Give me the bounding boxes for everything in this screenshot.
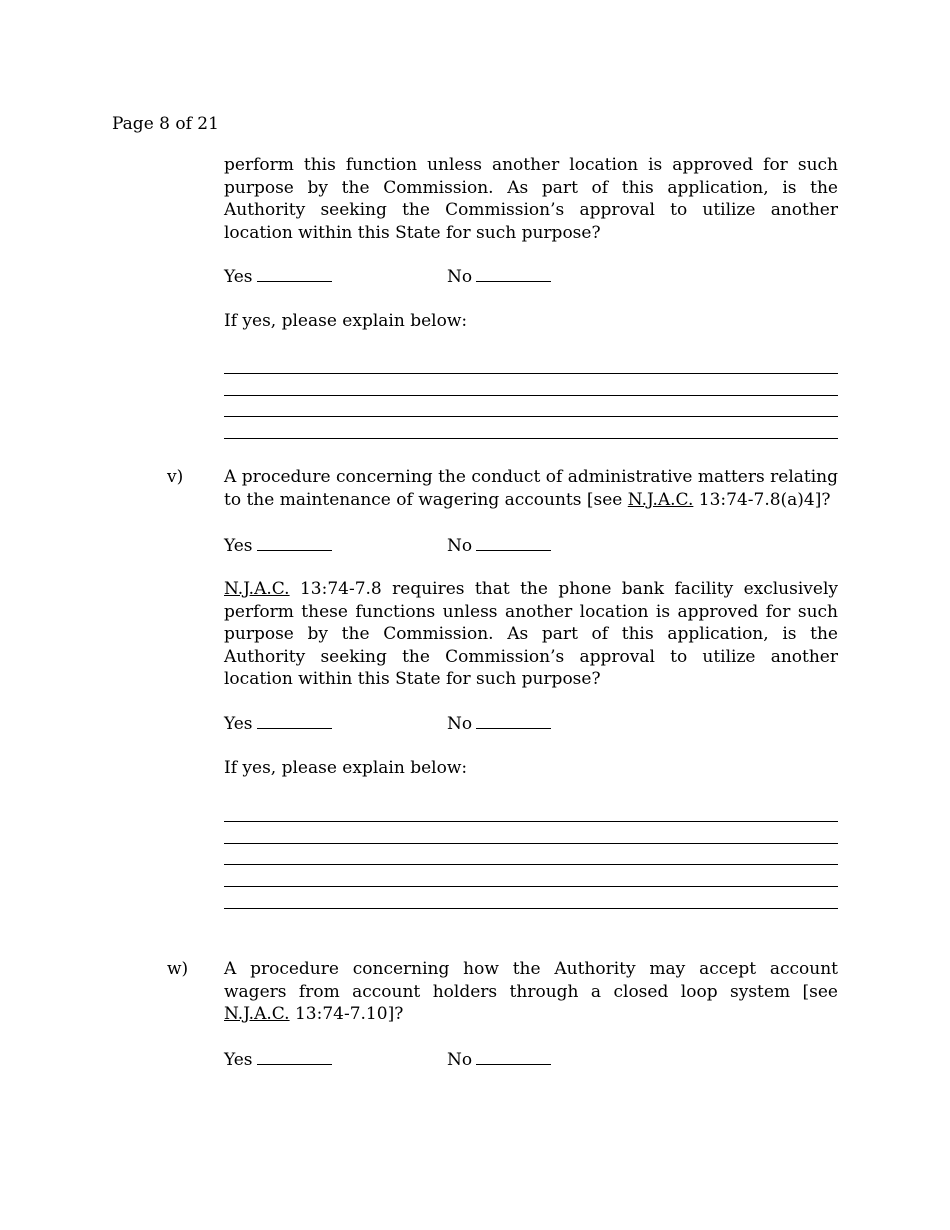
answer-line[interactable] [224, 844, 838, 866]
section-u-explain-lines[interactable] [224, 352, 838, 439]
yes-label: Yes [224, 267, 253, 287]
yes-label: Yes [224, 536, 253, 556]
answer-line[interactable] [224, 822, 838, 844]
yes-label: Yes [224, 714, 253, 734]
no-field[interactable] [447, 711, 551, 736]
section-v-note [224, 578, 838, 691]
section-u-explain-prompt: If yes, please explain below: [224, 311, 468, 331]
answer-line[interactable] [224, 865, 838, 887]
no-label: No [447, 536, 473, 556]
answer-line[interactable] [224, 352, 838, 374]
yes-blank[interactable] [257, 264, 332, 282]
answer-line[interactable] [224, 417, 838, 439]
section-w-text [224, 958, 838, 1026]
section-v-explain-prompt: If yes, please explain below: [224, 758, 468, 778]
section-v-yes-no [224, 533, 838, 557]
section-u-yes-no [224, 264, 838, 288]
yes-field[interactable] [224, 533, 332, 558]
section-w-citation: N.J.A.C. [224, 1004, 290, 1024]
answer-line[interactable] [224, 396, 838, 418]
section-u-continuation-text: perform this function unless another location is approved for such purpose by the Commission. As part of this application, is the Authority seeking the Commission’s approval to utilize another location within this State for such purpose? [224, 155, 838, 243]
section-v-note-text: 13:74-7.8 requires that the phone bank facility exclusively perform these functions unless another location is approved for such purpose by the Commission. As part of this application, is the Authority seeking the Commission’s approval to utilize another location within this State for such purpose? [224, 579, 838, 689]
section-w-text-after: 13:74-7.10]? [289, 1004, 404, 1024]
yes-blank[interactable] [257, 533, 332, 551]
no-label: No [447, 267, 473, 287]
section-v-note-citation: N.J.A.C. [224, 579, 290, 599]
section-v-text-before: A procedure concerning the conduct of administrative matters relating to the maintenance of wagering accounts [see [224, 467, 838, 510]
yes-label: Yes [224, 1050, 253, 1070]
no-field[interactable] [447, 264, 551, 289]
no-field[interactable] [447, 1047, 551, 1072]
yes-blank[interactable] [257, 1047, 332, 1065]
no-blank[interactable] [476, 264, 551, 282]
section-v-explain-lines[interactable] [224, 800, 838, 909]
yes-field[interactable] [224, 711, 332, 736]
section-v-text-after: 13:74-7.8(a)4]? [693, 489, 831, 510]
no-blank[interactable] [476, 1047, 551, 1065]
section-v-text [224, 466, 838, 511]
no-label: No [447, 1050, 473, 1070]
section-w-text-before: A procedure concerning how the Authority may accept account wagers from account holders through a closed loop system [see [224, 959, 838, 1002]
no-blank[interactable] [476, 711, 551, 729]
answer-line[interactable] [224, 800, 838, 822]
page-number: Page 8 of 21 [112, 114, 219, 134]
section-v-label: v) [167, 467, 184, 487]
no-label: No [447, 714, 473, 734]
answer-line[interactable] [224, 374, 838, 396]
answer-line[interactable] [224, 887, 838, 909]
yes-blank[interactable] [257, 711, 332, 729]
section-w-yes-no [224, 1047, 838, 1071]
section-v-yes-no-2 [224, 711, 838, 735]
no-blank[interactable] [476, 533, 551, 551]
yes-field[interactable] [224, 1047, 332, 1072]
section-w-label: w) [167, 959, 189, 979]
yes-field[interactable] [224, 264, 332, 289]
section-v-citation: N.J.A.C. [627, 489, 694, 510]
no-field[interactable] [447, 533, 551, 558]
